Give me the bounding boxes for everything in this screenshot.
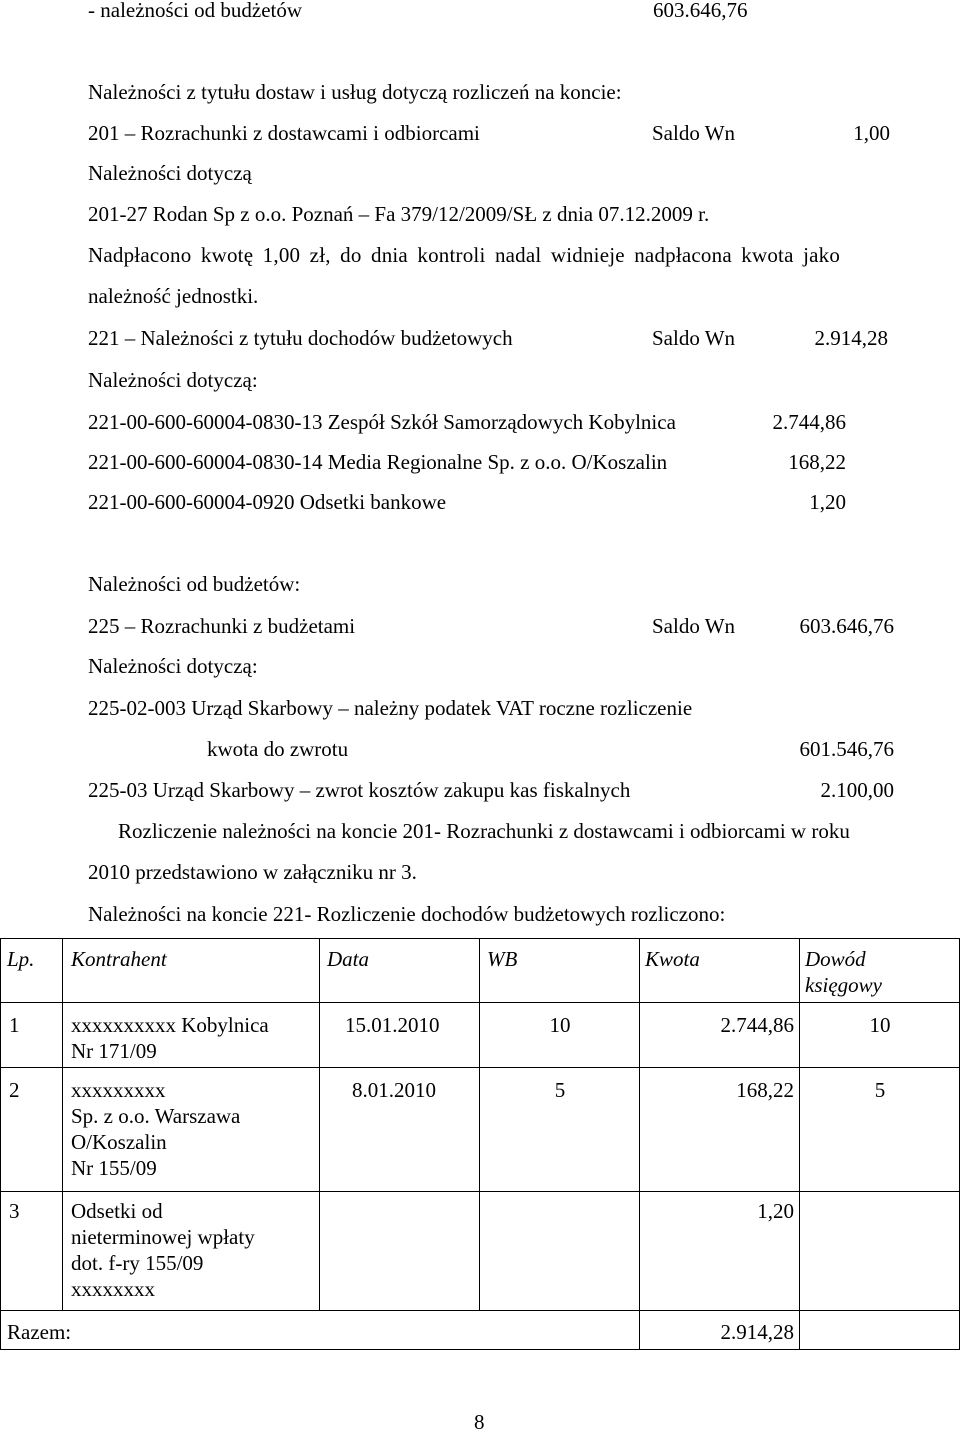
- row1-dowod: 10: [869, 1013, 891, 1037]
- account-201-label: 201 – Rozrachunki z dostawcami i odbiorcami: [88, 121, 480, 145]
- row1-kontrahent: xxxxxxxxxx Kobylnica Nr 171/09: [71, 1013, 269, 1063]
- row2-wb: 5: [554, 1078, 566, 1102]
- table-rule: [639, 938, 640, 1350]
- row2-data: 8.01.2010: [352, 1078, 436, 1102]
- account-221-item-amount: 1,20: [809, 490, 846, 514]
- paragraph-line: Rozliczenie należności na koncie 201- Rozrachunki z dostawcami i odbiorcami w roku: [118, 819, 850, 843]
- receivables-budgets-label: - należności od budżetów: [88, 0, 303, 22]
- total-value: 2.914,28: [720, 1320, 794, 1344]
- account-225-item-amount: 2.100,00: [820, 778, 894, 802]
- row1-data: 15.01.2010: [345, 1013, 440, 1037]
- header-kontrahent: Kontrahent: [71, 947, 167, 971]
- header-lp: Lp.: [7, 947, 35, 971]
- paragraph-line: Należności z tytułu dostaw i usług dotyczą rozliczeń na koncie:: [88, 80, 622, 104]
- page-number: 8: [474, 1410, 485, 1434]
- paragraph-line: Należności dotyczą:: [88, 368, 258, 392]
- account-225-item: 225-02-003 Urząd Skarbowy – należny podatek VAT roczne rozliczenie: [88, 696, 693, 720]
- account-221-item-amount: 168,22: [788, 450, 846, 474]
- table-rule: [799, 938, 800, 1350]
- paragraph-line: 2010 przedstawiono w załączniku nr 3.: [88, 860, 417, 884]
- account-225-label: 225 – Rozrachunki z budżetami: [88, 614, 356, 638]
- table-rule: [0, 1310, 960, 1311]
- table-rule: [0, 1191, 960, 1192]
- account-221-label: 221 – Należności z tytułu dochodów budżetowych: [88, 326, 513, 350]
- paragraph-line: Należności na koncie 221- Rozliczenie dochodów budżetowych rozliczono:: [88, 902, 726, 926]
- account-225-saldo: Saldo Wn: [652, 614, 736, 638]
- header-kwota: Kwota: [645, 947, 700, 971]
- receivables-budgets-amount: 603.646,76: [653, 0, 748, 22]
- table-rule: [62, 938, 63, 1310]
- account-221-item: 221-00-600-60004-0920 Odsetki bankowe: [88, 490, 447, 514]
- account-201-saldo: Saldo Wn: [652, 121, 736, 145]
- account-201-amount: 1,00: [853, 121, 890, 145]
- paragraph-line: należność jednostki.: [88, 284, 259, 308]
- settlement-table: [0, 938, 960, 1350]
- header-data: Data: [327, 947, 369, 971]
- account-221-amount: 2.914,28: [814, 326, 888, 350]
- row2-kontrahent: xxxxxxxxx Sp. z o.o. Warszawa O/Koszalin Nr 155/09: [71, 1078, 241, 1180]
- paragraph-line: 201-27 Rodan Sp z o.o. Poznań – Fa 379/12/2009/SŁ z dnia 07.12.2009 r.: [88, 202, 710, 226]
- paragraph-line: Należności dotyczą:: [88, 654, 258, 678]
- paragraph-line: Należności od budżetów:: [88, 572, 301, 596]
- paragraph-line: Nadpłacono kwotę 1,00 zł, do dnia kontroli nadal widnieje nadpłacona kwota jako: [88, 243, 841, 267]
- row2-kwota: 168,22: [736, 1078, 794, 1102]
- account-225-item-amount: 601.546,76: [799, 737, 894, 761]
- row3-kwota: 1,20: [757, 1199, 794, 1223]
- table-rule: [0, 1349, 960, 1350]
- row2-lp: 2: [9, 1078, 20, 1102]
- row3-lp: 3: [9, 1199, 20, 1223]
- row1-wb: 10: [549, 1013, 571, 1037]
- account-221-saldo: Saldo Wn: [652, 326, 736, 350]
- row1-kwota: 2.744,86: [720, 1013, 794, 1037]
- total-label: Razem:: [7, 1320, 72, 1344]
- account-225-item: 225-03 Urząd Skarbowy – zwrot kosztów zakupu kas fiskalnych: [88, 778, 631, 802]
- header-dowod: Dowód księgowy: [805, 947, 882, 997]
- table-rule: [479, 938, 480, 1310]
- table-rule: [0, 938, 960, 939]
- account-225-amount: 603.646,76: [799, 614, 894, 638]
- account-221-item-amount: 2.744,86: [772, 410, 846, 434]
- row3-kontrahent: Odsetki od nieterminowej wpłaty dot. f-ry 155/09 xxxxxxxx: [71, 1199, 255, 1301]
- row1-lp: 1: [9, 1013, 20, 1037]
- account-221-item: 221-00-600-60004-0830-14 Media Regionalne Sp. z o.o. O/Koszalin: [88, 450, 668, 474]
- header-wb: WB: [487, 947, 518, 971]
- table-rule: [0, 1067, 960, 1068]
- table-rule: [319, 938, 320, 1310]
- account-225-item-sub: kwota do zwrotu: [207, 737, 349, 761]
- table-rule: [0, 1002, 960, 1003]
- table-rule: [0, 938, 1, 1350]
- account-221-item: 221-00-600-60004-0830-13 Zespół Szkół Samorządowych Kobylnica: [88, 410, 676, 434]
- row2-dowod: 5: [874, 1078, 886, 1102]
- paragraph-line: Należności dotyczą: [88, 161, 252, 185]
